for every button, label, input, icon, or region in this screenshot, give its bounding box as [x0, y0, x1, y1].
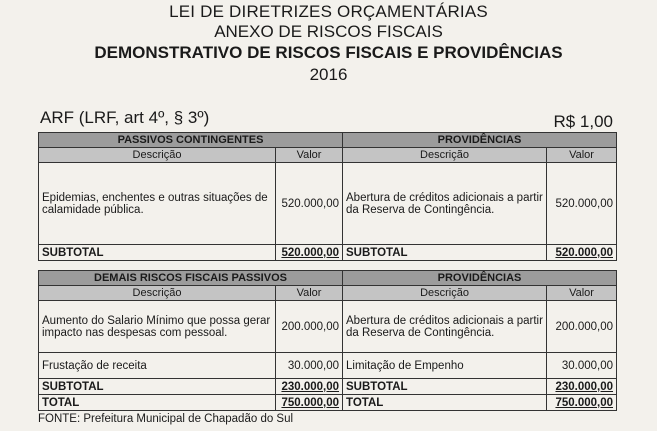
column-header: Descrição	[343, 148, 547, 163]
subtotal-value: 230.000,00	[547, 379, 617, 395]
risk-description: Epidemias, enchentes e outras situações de calamidade pública.	[39, 163, 276, 245]
column-header: Valor	[547, 148, 617, 163]
column-header: Descrição	[39, 148, 276, 163]
action-description: Limitação de Empenho	[343, 353, 547, 379]
legal-reference: ARF (LRF, art 4º, § 3º)	[40, 108, 210, 127]
risk-value: 200.000,00	[276, 301, 343, 353]
statement-title: DEMONSTRATIVO DE RISCOS FISCAIS E PROVIDÊNCIAS	[94, 43, 563, 62]
risk-description: Aumento do Salario Mínimo que possa gerar impacto nas despesas com pessoal.	[39, 301, 276, 353]
other-fiscal-risks-table	[38, 270, 617, 411]
subtotal-value: 520.000,00	[276, 245, 343, 261]
contingent-liabilities-table	[38, 132, 617, 261]
action-description: Abertura de créditos adicionais a partir da Reserva de Contingência.	[343, 163, 547, 245]
annex-title: ANEXO DE RISCOS FISCAIS	[214, 22, 443, 41]
section-header-right: PROVIDÊNCIAS	[343, 133, 617, 148]
column-header: Valor	[276, 286, 343, 301]
column-header: Descrição	[343, 286, 547, 301]
column-header: Valor	[547, 286, 617, 301]
year-label: 2016	[309, 65, 348, 84]
total-value: 750.000,00	[547, 395, 617, 411]
subtotal-label: SUBTOTAL	[343, 245, 547, 261]
table-row	[39, 353, 617, 379]
action-value: 30.000,00	[547, 353, 617, 379]
column-header: Descrição	[39, 286, 276, 301]
column-header: Valor	[276, 148, 343, 163]
subtotal-row	[39, 379, 617, 395]
source-note: FONTE: Prefeitura Municipal de Chapadão do Sul	[38, 413, 294, 425]
risk-value: 30.000,00	[276, 353, 343, 379]
currency-unit: R$ 1,00	[553, 112, 613, 131]
subtotal-value: 230.000,00	[276, 379, 343, 395]
total-label: TOTAL	[39, 395, 276, 411]
risk-description: Frustação de receita	[39, 353, 276, 379]
subtotal-label: SUBTOTAL	[39, 245, 276, 261]
total-label: TOTAL	[343, 395, 547, 411]
subtotal-label: SUBTOTAL	[343, 379, 547, 395]
table-row	[39, 163, 617, 245]
action-value: 200.000,00	[547, 301, 617, 353]
subtotal-row	[39, 245, 617, 261]
action-description: Abertura de créditos adicionais a partir da Reserva de Contingência.	[343, 301, 547, 353]
subtotal-label: SUBTOTAL	[39, 379, 276, 395]
section-header-right: PROVIDÊNCIAS	[343, 271, 617, 286]
table-row	[39, 301, 617, 353]
law-title: LEI DE DIRETRIZES ORÇAMENTÁRIAS	[169, 2, 488, 21]
risk-value: 520.000,00	[276, 163, 343, 245]
action-value: 520.000,00	[547, 163, 617, 245]
subtotal-value: 520.000,00	[547, 245, 617, 261]
total-row	[39, 395, 617, 411]
total-value: 750.000,00	[276, 395, 343, 411]
section-header-left: DEMAIS RISCOS FISCAIS PASSIVOS	[39, 271, 343, 286]
section-header-left: PASSIVOS CONTINGENTES	[39, 133, 343, 148]
